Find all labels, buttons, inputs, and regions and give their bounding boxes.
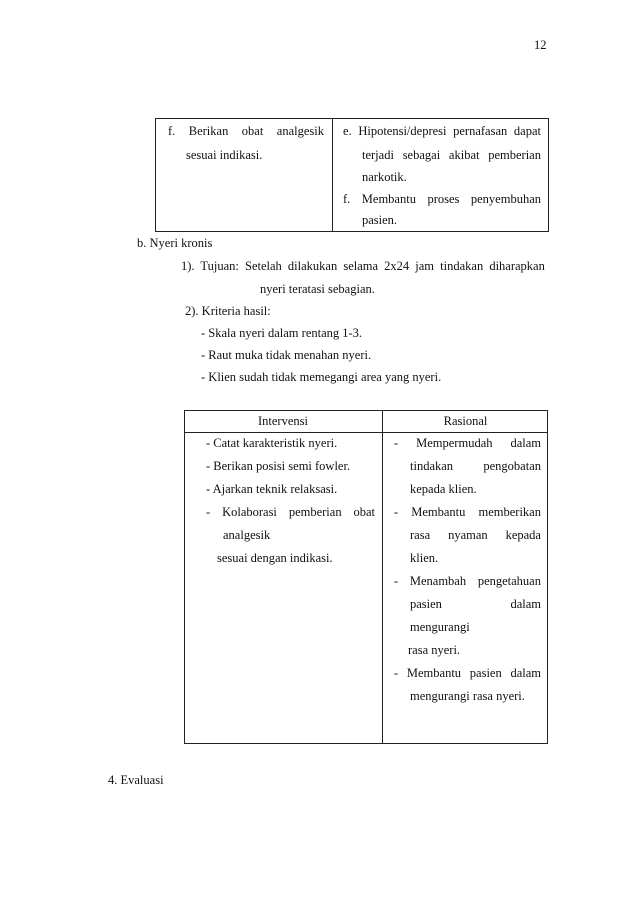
top-left-line-1 <box>168 124 324 139</box>
section-heading: b. Nyeri kronis <box>137 236 213 250</box>
word: - <box>394 505 399 519</box>
word: Kolaborasi <box>222 505 277 519</box>
intervensi-item: - Ajarkan teknik relaksasi. <box>206 482 338 496</box>
kriteria-item: - Klien sudah tidak memegangi area yang nyeri. <box>201 370 442 384</box>
kriteria-item: - Raut muka tidak menahan nyeri. <box>201 348 372 362</box>
word: Mempermudah <box>416 436 493 450</box>
word: akibat <box>448 148 480 162</box>
word: - <box>394 436 399 450</box>
rasional-line <box>410 459 541 474</box>
word: analgesik <box>276 124 324 138</box>
kriteria-item: - Skala nyeri dalam rentang 1-3. <box>201 326 363 340</box>
word: pengetahuan <box>477 574 541 588</box>
top-right-line-3: narkotik. <box>362 170 407 184</box>
intervensi-item: - Berikan posisi semi fowler. <box>206 459 351 473</box>
word: obat <box>241 124 264 138</box>
top-right-line-2 <box>362 148 541 163</box>
rasional-line: kepada klien. <box>410 482 477 496</box>
top-right-line-4 <box>343 192 541 207</box>
word: proses <box>427 192 460 206</box>
rasional-line: mengurangi rasa nyeri. <box>410 689 525 703</box>
kriteria-heading: 2). Kriteria hasil: <box>185 304 271 318</box>
word: pasien <box>469 666 502 680</box>
word: f. <box>168 124 176 138</box>
top-right-line-1 <box>343 124 541 139</box>
word: e. <box>343 124 352 138</box>
rasional-line <box>394 666 541 681</box>
rasional-line <box>394 505 541 520</box>
word: dalam <box>510 597 541 611</box>
page-number: 12 <box>534 38 547 52</box>
word: pasien <box>410 597 442 611</box>
intervensi-item-cont: analgesik <box>223 528 271 542</box>
rasional-line: klien. <box>410 551 439 565</box>
table-column-divider <box>382 410 383 744</box>
word: terjadi <box>362 148 394 162</box>
word: - <box>394 666 399 680</box>
rasional-line <box>410 597 541 612</box>
top-left-line-2: sesuai indikasi. <box>186 148 263 162</box>
word: Membantu <box>361 192 416 206</box>
word: Berikan <box>188 124 229 138</box>
word: rasa <box>410 528 431 542</box>
word: nyaman <box>448 528 488 542</box>
word: f. <box>343 192 351 206</box>
rasional-line <box>394 436 541 451</box>
header-intervensi: Intervensi <box>258 414 308 428</box>
word: Hipotensi/depresi <box>358 124 447 138</box>
word: dalam <box>510 666 541 680</box>
word: pemberian <box>288 505 342 519</box>
rasional-line: rasa nyeri. <box>408 643 461 657</box>
header-rasional: Rasional <box>443 414 488 428</box>
word: - <box>394 574 399 588</box>
word: pemberian <box>488 148 541 162</box>
intervensi-item-cont: sesuai dengan indikasi. <box>217 551 333 565</box>
rasional-line <box>410 528 541 543</box>
word: Membantu <box>411 505 466 519</box>
word: obat <box>353 505 375 519</box>
word: memberikan <box>478 505 541 519</box>
word: Menambah <box>409 574 467 588</box>
tujuan-line-1: 1). Tujuan: Setelah dilakukan selama 2x24 jam tindakan diharapkan <box>181 259 545 273</box>
word: tindakan <box>410 459 454 473</box>
rasional-line <box>394 574 541 589</box>
evaluasi-heading: 4. Evaluasi <box>108 773 164 787</box>
intervensi-item <box>206 505 375 520</box>
word: dapat <box>513 124 541 138</box>
word: pengobatan <box>483 459 541 473</box>
word: kepada <box>505 528 541 542</box>
top-right-line-5: pasien. <box>362 213 398 227</box>
rasional-line: mengurangi <box>410 620 470 634</box>
intervensi-item: - Catat karakteristik nyeri. <box>206 436 338 450</box>
word: Membantu <box>406 666 462 680</box>
table-header-rule <box>184 432 548 433</box>
word: penyembuhan <box>470 192 541 206</box>
word: sebagai <box>402 148 441 162</box>
word: pernafasan <box>453 124 508 138</box>
word: dalam <box>510 436 541 450</box>
tujuan-line-2: nyeri teratasi sebagian. <box>260 282 375 296</box>
top-table-divider <box>332 118 333 232</box>
word: - <box>206 505 211 519</box>
